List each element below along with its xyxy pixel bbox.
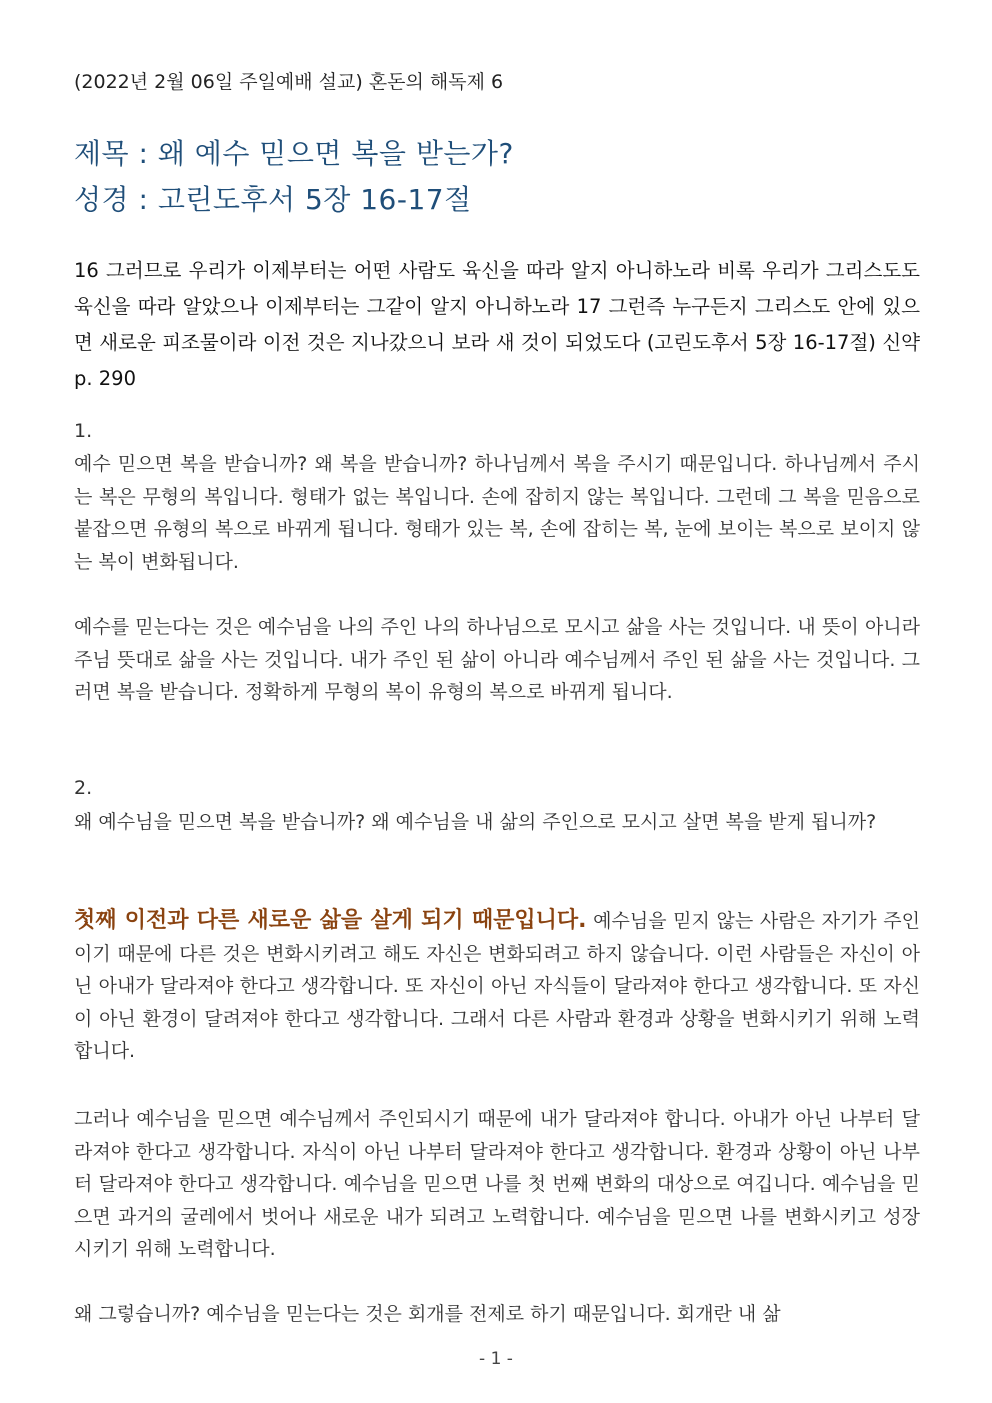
section-number-1: 1. [74,420,93,442]
section1-paragraph-2: 예수를 믿는다는 것은 예수님을 나의 주인 나의 하나님으로 모시고 삶을 사는 것입니다. 내 뜻이 아니라 주님 뜻대로 삶을 사는 것입니다. 내가 주인 된 삶이 아니라 예수님께서 주인 된 삶을 사는 것입니다. 그러면 복을 받습니다. 정확하게 무형의 복이 유형의 복으로 바뀌게 됩니다. [74,616,920,703]
section-number-2: 2. [74,777,93,799]
sermon-title: 제목 : 왜 예수 믿으면 복을 받는가? [74,137,514,170]
section1-paragraph-1: 예수 믿으면 복을 받습니까? 왜 복을 받습니까? 하나님께서 복을 주시기 때문입니다. 하나님께서 주시는 복은 무형의 복입니다. 형태가 없는 복입니다. 손에 잡히지 않는 복입니다. 그런데 그 복을 믿음으로 붙잡으면 유형의 복으로 바뀌게 됩니다. 형태가 있는 복, 손에 잡히는 복, 눈에 보이는 복으로 보이지 않는 복이 변화됩니다. [74,453,920,573]
page-number: - 1 - [479,1349,513,1369]
section2-paragraph-3: 왜 그렇습니까? 예수님을 믿는다는 것은 회개를 전제로 하기 때문입니다. 회개란 내 삶 [74,1303,781,1325]
sermon-header: (2022년 2월 06일 주일예배 설교) 혼돈의 해독제 6 [74,71,504,93]
scripture-text: 16 그러므로 우리가 이제부터는 어떤 사람도 육신을 따라 알지 아니하노라 비록 우리가 그리스도도 육신을 따라 알았으나 이제부터는 그같이 알지 아니하노라 17 그런즉 누구든지 그리스도 안에 있으면 새로운 피조물이라 이전 것은 지나갔으니 보라 새 것이 되었도다 (고린도후서 5장 16-17절) 신약 p. 290 [74,259,920,390]
highlight-heading: 첫째 이전과 다른 새로운 삶을 살게 되기 때문입니다. [74,908,587,933]
section2-paragraph-1-text: 예수님을 믿지 않는 사람은 자기가 주인이기 때문에 다른 것은 변화시키려고 해도 자신은 변화되려고 하지 않습니다. 이런 사람들은 자신이 아닌 아내가 달라져야 한다고 생각합니다. 또 자신이 아닌 자식들이 달라져야 한다고 생각합니다. 또 자신이 아닌 환경이 달려져야 한다고 생각합니다. 그래서 다른 사람과 환경과 상황을 변화시키기 위해 노력합니다. [74,910,920,1062]
section2-paragraph-1 [74,905,920,1068]
scripture-reference: 성경 : 고린도후서 5장 16-17절 [74,183,472,216]
section2-paragraph-2: 그러나 예수님을 믿으면 예수님께서 주인되시기 때문에 내가 달라져야 합니다. 아내가 아닌 나부터 달라져야 한다고 생각합니다. 자식이 아닌 나부터 달라져야 한다고 생각합니다. 환경과 상황이 아닌 나부터 달라져야 한다고 생각합니다. 예수님을 믿으면 나를 첫 번째 변화의 대상으로 여깁니다. 예수님을 믿으면 과거의 굴레에서 벗어나 새로운 내가 되려고 노력합니다. 예수님을 믿으면 나를 변화시키고 성장시키기 위해 노력합니다. [74,1108,920,1260]
section2-question: 왜 예수님을 믿으면 복을 받습니까? 왜 예수님을 내 삶의 주인으로 모시고 살면 복을 받게 됩니까? [74,811,877,833]
